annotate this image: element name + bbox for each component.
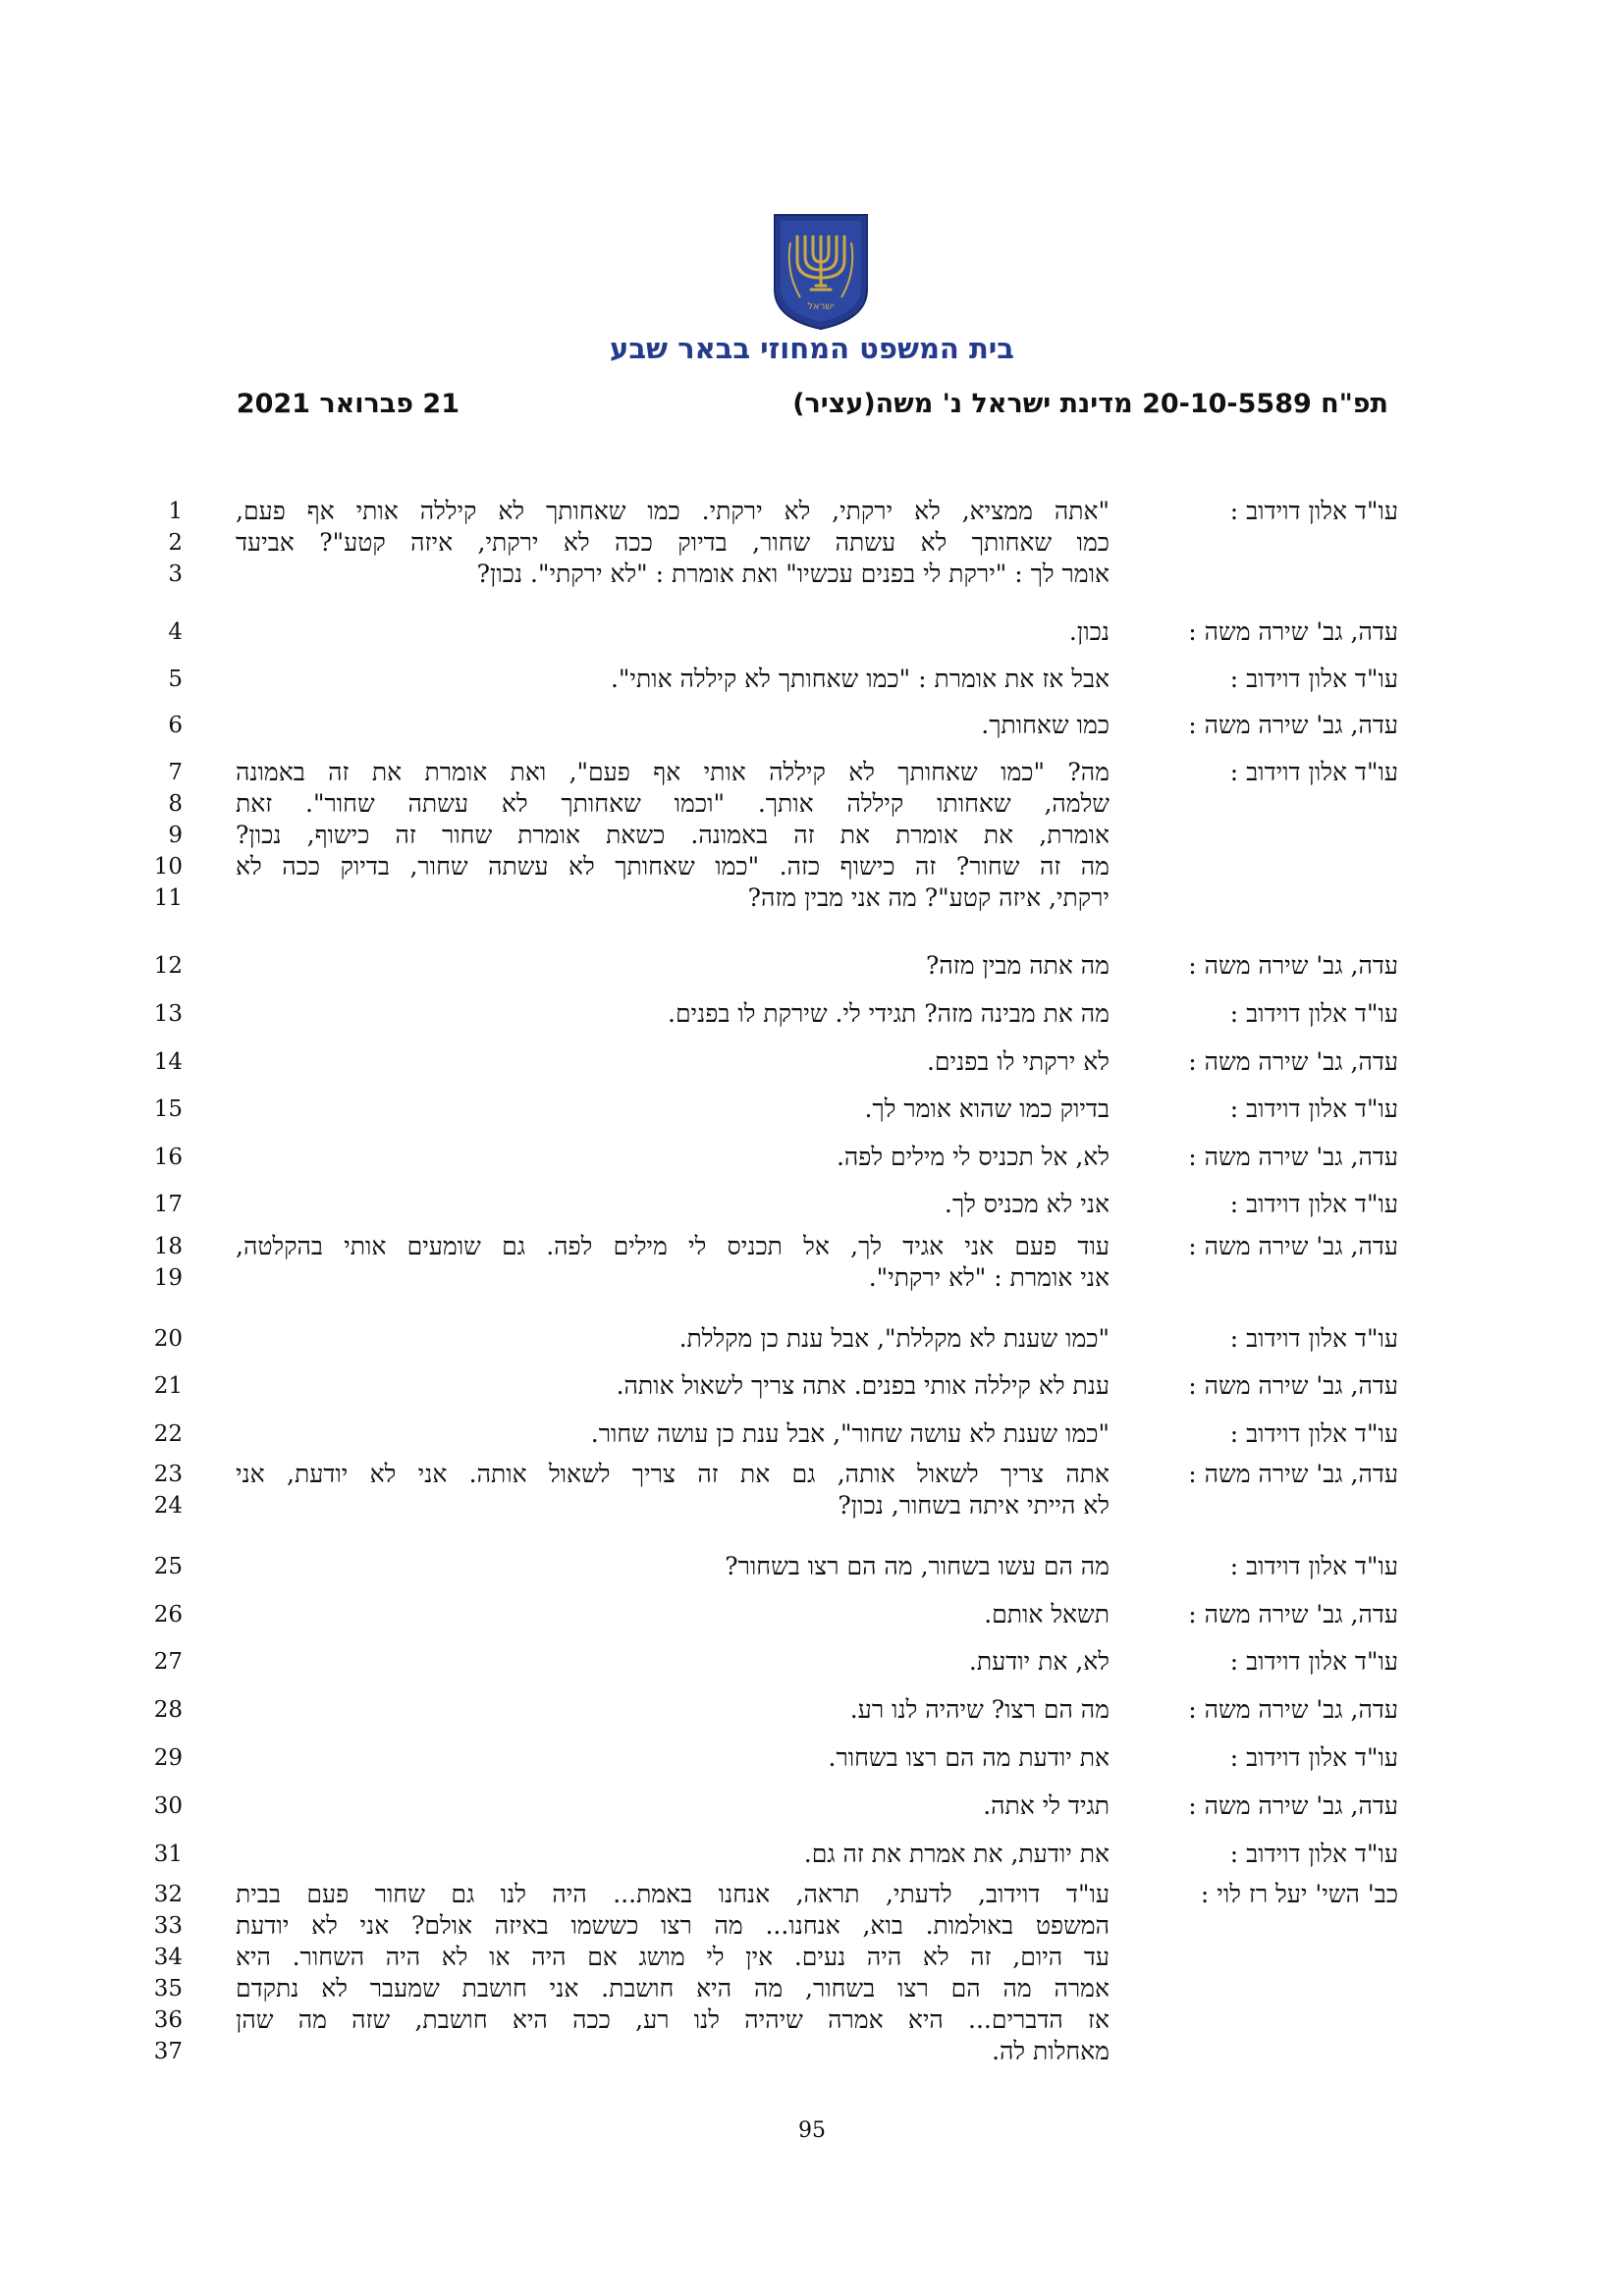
speech-text: [236, 1551, 1110, 1582]
speech-text: [236, 757, 1110, 914]
line-number: 13: [153, 1001, 183, 1027]
speech-line: עד היום, זה לא היה נעים. אין לי מושג אם היה או לא היה השחור. היא: [236, 1943, 1110, 1971]
speech-text: [236, 1694, 1110, 1726]
line-numbers: [128, 1742, 183, 1774]
speech-line: אומר לך : "ירקת לי בפנים עכשיו" ואת אומרת : "לא ירקתי". נכון?: [476, 560, 1110, 588]
speech-text: [236, 1323, 1110, 1355]
speech-line: מאחלות לה.: [992, 2037, 1110, 2065]
line-number: 18: [153, 1234, 183, 1259]
line-number: 29: [153, 1745, 183, 1771]
speech-text: [236, 1790, 1110, 1822]
line-number: 34: [153, 1945, 183, 1970]
speech-line: אבל אז את אומרת : "כמו שאחותך לא קיללה אותי".: [610, 665, 1110, 693]
line-numbers: [128, 1231, 183, 1294]
speech-text: [236, 1599, 1110, 1630]
speech-text: [236, 1046, 1110, 1078]
line-numbers: [128, 1189, 183, 1220]
speech-line: נכון.: [1068, 617, 1110, 646]
speech-text: [236, 710, 1110, 741]
speech-line: אמרה מה הם רצו בשחור, מה היא חושבת. אני חושבת שמעבר לא נתקדם: [236, 1974, 1110, 2002]
line-number: 9: [168, 823, 183, 848]
speech-line: אתה צריך לשאול אותה, גם את זה צריך לשאול אותה. אני לא יודעת, אני: [236, 1460, 1110, 1488]
line-number: 10: [153, 854, 183, 880]
line-number: 28: [153, 1697, 183, 1723]
speech-line: אני אומרת : "לא ירקתי".: [868, 1263, 1110, 1292]
case-title: תפ"ח 20-10-5589 מדינת ישראל נ' משה(עציר): [792, 389, 1388, 419]
line-numbers: [128, 950, 183, 982]
speech-line: עוד פעם אני אגיד לך, אל תכניס לי מילים לפה. גם שומעים אותי בהקלטה,: [236, 1232, 1110, 1260]
line-numbers: [128, 1046, 183, 1078]
speech-text: [236, 616, 1110, 648]
line-numbers: [128, 1790, 183, 1822]
speaker-name: עדה, גב' שירה משה :: [1188, 1791, 1398, 1820]
speaker-name: עדה, גב' שירה משה :: [1188, 1460, 1398, 1488]
line-number: 3: [168, 561, 183, 587]
line-number: 20: [153, 1326, 183, 1352]
speaker-name: עו"ד אלון דוידוב :: [1229, 1419, 1398, 1448]
speech-text: [236, 998, 1110, 1030]
speech-line: לא הייתי איתה בשחור, נכון?: [838, 1491, 1110, 1520]
speech-text: [236, 1459, 1110, 1522]
line-number: 15: [153, 1096, 183, 1122]
line-numbers: [128, 1599, 183, 1630]
line-numbers: [128, 496, 183, 590]
line-numbers: [128, 1646, 183, 1678]
line-number: 1: [168, 499, 183, 524]
speech-line: המשפט באולמות. בוא, אנחנו... מה רצו כששמו באיזה אולם? אני לא יודעת: [236, 1911, 1110, 1940]
line-number: 32: [153, 1882, 183, 1907]
speech-text: [236, 1142, 1110, 1173]
line-number: 4: [168, 619, 183, 645]
speaker-name: עו"ד אלון דוידוב :: [1229, 1190, 1398, 1218]
line-number: 21: [153, 1373, 183, 1399]
speech-line: ענת לא קיללה אותי בפנים. אתה צריך לשאול אותה.: [616, 1371, 1110, 1400]
speech-line: מה? "כמו שאחותך לא קיללה אותי אף פעם", ואת אומרת את זה באמונה: [236, 758, 1110, 786]
line-numbers: [128, 1418, 183, 1450]
line-numbers: [128, 710, 183, 741]
line-numbers: [128, 757, 183, 914]
speech-line: תשאל אותם.: [984, 1600, 1110, 1629]
speech-line: עו"ד דוידוב, לדעתי, תראה, אנחנו באמת... היה לנו גם שחור פעם בבית: [236, 1880, 1110, 1908]
line-numbers: [128, 1839, 183, 1870]
line-number: 25: [153, 1554, 183, 1579]
speaker-name: עו"ד אלון דוידוב :: [1229, 1840, 1398, 1868]
speech-line: את יודעת מה הם רצו בשחור.: [828, 1743, 1110, 1772]
line-numbers: [128, 1323, 183, 1355]
speech-text: [236, 950, 1110, 982]
line-number: 6: [168, 713, 183, 738]
speech-line: כמו שאחותך לא עשתה שחור, בדיוק ככה לא ירקתי, איזה קטע"? אביעד: [236, 528, 1110, 557]
line-number: 11: [153, 885, 183, 911]
speech-line: לא, אל תכניס לי מילים לפה.: [836, 1143, 1110, 1171]
speech-line: שלמה, שאחותו קיללה אותך. "וכמו שאחותך לא עשתה שחור". זאת: [236, 789, 1110, 818]
line-number: 12: [153, 953, 183, 979]
speaker-name: עדה, גב' שירה משה :: [1188, 1143, 1398, 1171]
line-number: 16: [153, 1145, 183, 1170]
line-numbers: [128, 1094, 183, 1125]
line-number: 36: [153, 2007, 183, 2033]
speech-text: [236, 664, 1110, 695]
line-numbers: [128, 664, 183, 695]
line-number: 33: [153, 1913, 183, 1939]
speech-text: [236, 1879, 1110, 2067]
speaker-name: עו"ד אלון דוידוב :: [1229, 1095, 1398, 1123]
speaker-name: עדה, גב' שירה משה :: [1188, 1600, 1398, 1629]
speaker-name: עו"ד אלון דוידוב :: [1229, 497, 1398, 525]
speech-line: אז הדברים... היא אמרה שיהיה לנו רע, ככה היא חושבת, שזה מה שהן: [236, 2005, 1110, 2034]
speech-line: כמו שאחותך.: [981, 711, 1110, 739]
line-number: 26: [153, 1602, 183, 1628]
speaker-name: עדה, גב' שירה משה :: [1188, 1232, 1398, 1260]
line-number: 19: [153, 1265, 183, 1291]
speaker-name: עו"ד אלון דוידוב :: [1229, 1324, 1398, 1353]
speaker-name: עדה, גב' שירה משה :: [1188, 1695, 1398, 1724]
speaker-name: עו"ד אלון דוידוב :: [1229, 758, 1398, 786]
line-number: 23: [153, 1462, 183, 1487]
speech-line: בדיוק כמו שהוא אומר לך.: [864, 1095, 1110, 1123]
speaker-name: עדה, גב' שירה משה :: [1188, 1371, 1398, 1400]
speaker-name: עו"ד אלון דוידוב :: [1229, 1647, 1398, 1676]
line-numbers: [128, 1694, 183, 1726]
speech-line: לא, את יודעת.: [968, 1647, 1110, 1676]
speech-text: [236, 1646, 1110, 1678]
speech-line: ירקתי, איזה קטע"? מה אני מבין מזה?: [747, 883, 1110, 912]
speech-line: מה הם רצו? שיהיה לנו רע.: [849, 1695, 1110, 1724]
speech-line: "כמו שענת לא מקללת", אבל ענת כן מקללת.: [678, 1324, 1110, 1353]
line-number: 7: [168, 760, 183, 785]
speech-line: מה הם עשו בשחור, מה הם רצו בשחור?: [725, 1552, 1110, 1580]
speech-line: אומרת, את אומרת את זה באמונה. כשאת אומרת שחור זה כישוף, נכון?: [236, 821, 1110, 849]
line-numbers: [128, 1370, 183, 1402]
speech-line: תגיד לי אתה.: [983, 1791, 1110, 1820]
speaker-name: עו"ד אלון דוידוב :: [1229, 1743, 1398, 1772]
line-number: 5: [168, 667, 183, 692]
line-numbers: [128, 998, 183, 1030]
speech-line: לא ירקתי לו בפנים.: [926, 1047, 1110, 1076]
speech-text: [236, 1742, 1110, 1774]
line-numbers: [128, 1459, 183, 1522]
hearing-date: 21 פברואר 2021: [236, 389, 460, 419]
court-name: בית המשפט המחוזי בבאר שבע: [610, 332, 1014, 365]
line-number: 30: [153, 1793, 183, 1819]
line-numbers: [128, 1142, 183, 1173]
line-number: 27: [153, 1649, 183, 1675]
speaker-name: עו"ד אלון דוידוב :: [1229, 999, 1398, 1028]
speaker-name: עדה, גב' שירה משה :: [1188, 711, 1398, 739]
page-number: 95: [798, 2118, 826, 2143]
line-numbers: [128, 616, 183, 648]
speaker-name: עו"ד אלון דוידוב :: [1229, 665, 1398, 693]
speech-text: [236, 1094, 1110, 1125]
emblem-text: ישראל: [807, 301, 835, 312]
speaker-name: עדה, גב' שירה משה :: [1188, 951, 1398, 980]
speech-line: מה את מבינה מזה? תגידי לי. שירקת לו בפנים.: [668, 999, 1110, 1028]
line-number: 2: [168, 530, 183, 556]
line-number: 17: [153, 1192, 183, 1217]
line-number: 22: [153, 1421, 183, 1447]
speaker-name: עדה, גב' שירה משה :: [1188, 1047, 1398, 1076]
speech-text: [236, 1418, 1110, 1450]
speech-line: אני לא מכניס לך.: [944, 1190, 1110, 1218]
speech-line: את יודעת, את אמרת את זה גם.: [803, 1840, 1110, 1868]
line-numbers: [128, 1879, 183, 2067]
line-number: 31: [153, 1842, 183, 1867]
speech-text: [236, 1839, 1110, 1870]
speaker-name: עו"ד אלון דוידוב :: [1229, 1552, 1398, 1580]
line-number: 24: [153, 1493, 183, 1519]
menorah-emblem-icon: [771, 213, 871, 331]
line-number: 35: [153, 1976, 183, 2002]
line-number: 37: [153, 2039, 183, 2064]
line-numbers: [128, 1551, 183, 1582]
speaker-name: עדה, גב' שירה משה :: [1188, 617, 1398, 646]
speech-line: מה זה שחור? זה כישוף כזה. "כמו שאחותך לא עשתה שחור, בדיוק ככה לא: [236, 852, 1110, 881]
speaker-name: כב' השי' יעל רז לוי :: [1200, 1880, 1398, 1908]
speech-line: "כמו שענת לא עושה שחור", אבל ענת כן עושה שחור.: [590, 1419, 1110, 1448]
line-number: 8: [168, 791, 183, 817]
speech-text: [236, 496, 1110, 590]
speech-text: [236, 1370, 1110, 1402]
speech-text: [236, 1189, 1110, 1220]
speech-text: [236, 1231, 1110, 1294]
speech-line: מה אתה מבין מזה?: [925, 951, 1110, 980]
line-number: 14: [153, 1049, 183, 1075]
speech-line: "אתה ממציא, לא ירקתי, לא ירקתי. כמו שאחותך לא קיללה אותי אף פעם,: [236, 497, 1110, 525]
